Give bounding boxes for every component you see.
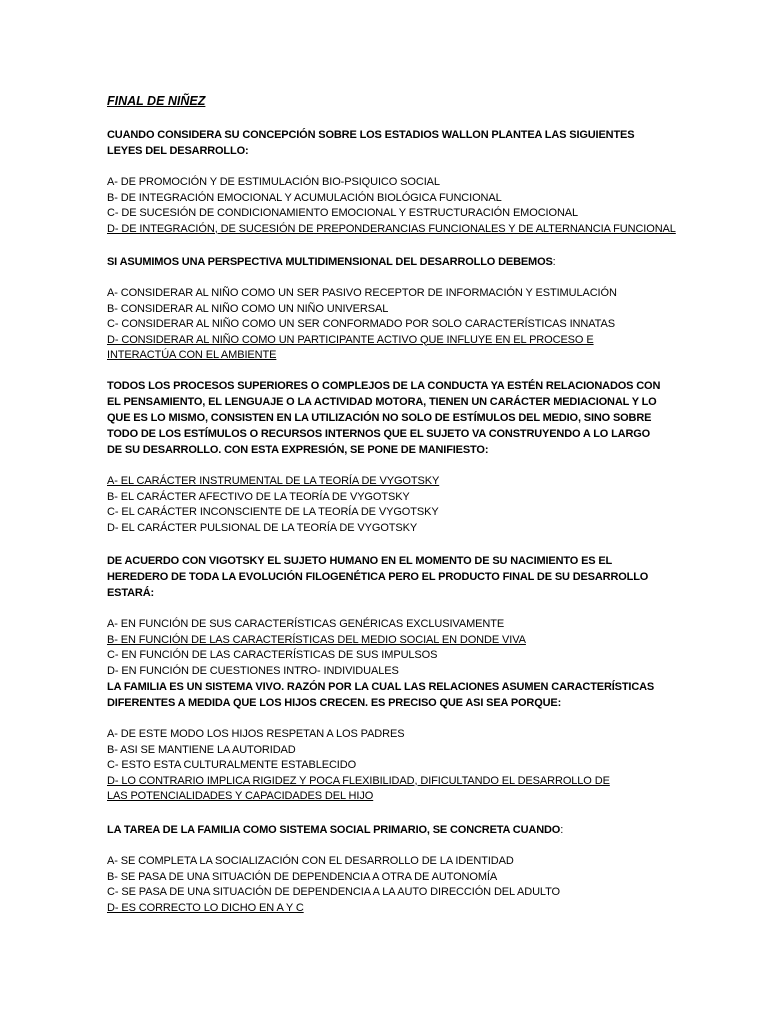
option-a: A- DE PROMOCIÓN Y DE ESTIMULACIÓN BIO-PSIQUICO SOCIAL	[107, 176, 440, 188]
question-6	[107, 822, 667, 916]
question-2	[107, 254, 667, 364]
option-list	[107, 617, 667, 679]
option-a: A- EN FUNCIÓN DE SUS CARACTERÍSTICAS GENÉRICAS EXCLUSIVAMENTE	[107, 618, 505, 630]
option-d: D- EN FUNCIÓN DE CUESTIONES INTRO- INDIVIDUALES	[107, 664, 399, 677]
option-list	[107, 854, 667, 916]
option-list	[107, 286, 667, 364]
question-text: TODOS LOS PROCESOS SUPERIORES O COMPLEJOS DE LA CONDUCTA YA ESTÉN RELACIONADOS CON EL PENSAMIENTO, EL LENGUAJE O LA ACTIVIDAD MOTORA, TIENEN UN CARÁCTER MEDIACIONAL Y LO QUE ES LO MISMO, CONSISTEN EN LA UTILIZACIÓN NO SOLO DE ESTÍMULOS DEL MEDIO, SINO SOBRE TODO DE LOS ESTÍMULOS O RECURSOS INTERNOS QUE EL SUJETO VA CONSTRUYENDO A LO LARGO DE SU DESARROLLO. CON ESTA EXPRESIÓN, SE PONE DE MANIFIESTO:	[107, 380, 661, 456]
question-text: SI ASUMIMOS UNA PERSPECTIVA MULTIDIMENSIONAL DEL DESARROLLO DEBEMOS:	[107, 256, 556, 268]
option-list	[107, 727, 667, 805]
option-c: C- CONSIDERAR AL NIÑO COMO UN SER CONFORMADO POR SOLO CARACTERÍSTICAS INNATAS	[107, 318, 615, 330]
option-list	[107, 474, 667, 536]
option-d: D- EL CARÁCTER PULSIONAL DE LA TEORÍA DE VYGOTSKY	[107, 521, 418, 534]
question-text: DE ACUERDO CON VIGOTSKY EL SUJETO HUMANO EN EL MOMENTO DE SU NACIMIENTO ES EL HEREDERO DE TODA LA EVOLUCIÓN FILOGENÉTICA PERO EL PRODUCTO FINAL DE SU DESARROLLO ESTARÁ:	[107, 555, 649, 599]
option-list	[107, 175, 676, 237]
option-d-answer: D- LO CONTRARIO IMPLICA RIGIDEZ Y POCA FLEXIBILIDAD, DIFICULTANDO EL DESARROLLO DE LAS POTENCIALIDADES Y CAPACIDADES DEL HIJO	[107, 774, 610, 802]
option-a: A- SE COMPLETA LA SOCIALIZACIÓN CON EL DESARROLLO DE LA IDENTIDAD	[107, 855, 514, 867]
question-text: CUANDO CONSIDERA SU CONCEPCIÓN SOBRE LOS ESTADIOS WALLON PLANTEA LAS SIGUIENTES LEYES DEL DESARROLLO:	[107, 129, 635, 157]
option-c: C- EL CARÁCTER INCONSCIENTE DE LA TEORÍA DE VYGOTSKY	[107, 506, 439, 518]
question-text: LA TAREA DE LA FAMILIA COMO SISTEMA SOCIAL PRIMARIO, SE CONCRETA CUANDO:	[107, 824, 564, 836]
option-a-answer: A- EL CARÁCTER INSTRUMENTAL DE LA TEORÍA DE VYGOTSKY	[107, 475, 440, 487]
option-c: C- EN FUNCIÓN DE LAS CARACTERÍSTICAS DE SUS IMPULSOS	[107, 649, 438, 661]
option-c: C- ESTO ESTA CULTURALMENTE ESTABLECIDO	[107, 759, 357, 771]
option-d-answer: D- ES CORRECTO LO DICHO EN A Y C	[107, 901, 304, 914]
option-b: B- SE PASA DE UNA SITUACIÓN DE DEPENDENCIA A OTRA DE AUTONOMÍA	[107, 870, 498, 883]
option-c: C- SE PASA DE UNA SITUACIÓN DE DEPENDENCIA A LA AUTO DIRECCIÓN DEL ADULTO	[107, 886, 560, 898]
page-title: FINAL DE NIÑEZ	[107, 94, 206, 108]
option-a: A- DE ESTE MODO LOS HIJOS RESPETAN A LOS PADRES	[107, 728, 405, 740]
option-b: B- DE INTEGRACIÓN EMOCIONAL Y ACUMULACIÓN BIOLÓGICA FUNCIONAL	[107, 191, 502, 204]
question-text: LA FAMILIA ES UN SISTEMA VIVO. RAZÓN POR LA CUAL LAS RELACIONES ASUMEN CARACTERÍSTICAS DIFERENTES A MEDIDA QUE LOS HIJOS CRECEN. ES PRECISO QUE ASI SEA PORQUE:	[107, 681, 655, 709]
option-d-answer: D- CONSIDERAR AL NIÑO COMO UN PARTICIPANTE ACTIVO QUE INFLUYE EN EL PROCESO E INTERACTÚA CON EL AMBIENTE	[107, 333, 594, 361]
option-b: B- ASI SE MANTIENE LA AUTORIDAD	[107, 743, 296, 756]
option-b: B- CONSIDERAR AL NIÑO COMO UN NIÑO UNIVERSAL	[107, 302, 389, 315]
option-b-answer: B- EN FUNCIÓN DE LAS CARACTERÍSTICAS DEL MEDIO SOCIAL EN DONDE VIVA	[107, 633, 526, 646]
question-4	[107, 553, 667, 679]
option-a: A- CONSIDERAR AL NIÑO COMO UN SER PASIVO RECEPTOR DE INFORMACIÓN Y ESTIMULACIÓN	[107, 287, 617, 299]
option-d-answer: D- DE INTEGRACIÓN, DE SUCESIÓN DE PREPONDERANCIAS FUNCIONALES Y DE ALTERNANCIA FUNCIONAL	[107, 222, 676, 235]
option-b: B- EL CARÁCTER AFECTIVO DE LA TEORÍA DE VYGOTSKY	[107, 490, 410, 503]
question-1	[107, 127, 676, 237]
question-5	[107, 679, 667, 805]
question-3	[107, 378, 667, 536]
option-c: C- DE SUCESIÓN DE CONDICIONAMIENTO EMOCIONAL Y ESTRUCTURACIÓN EMOCIONAL	[107, 207, 579, 219]
